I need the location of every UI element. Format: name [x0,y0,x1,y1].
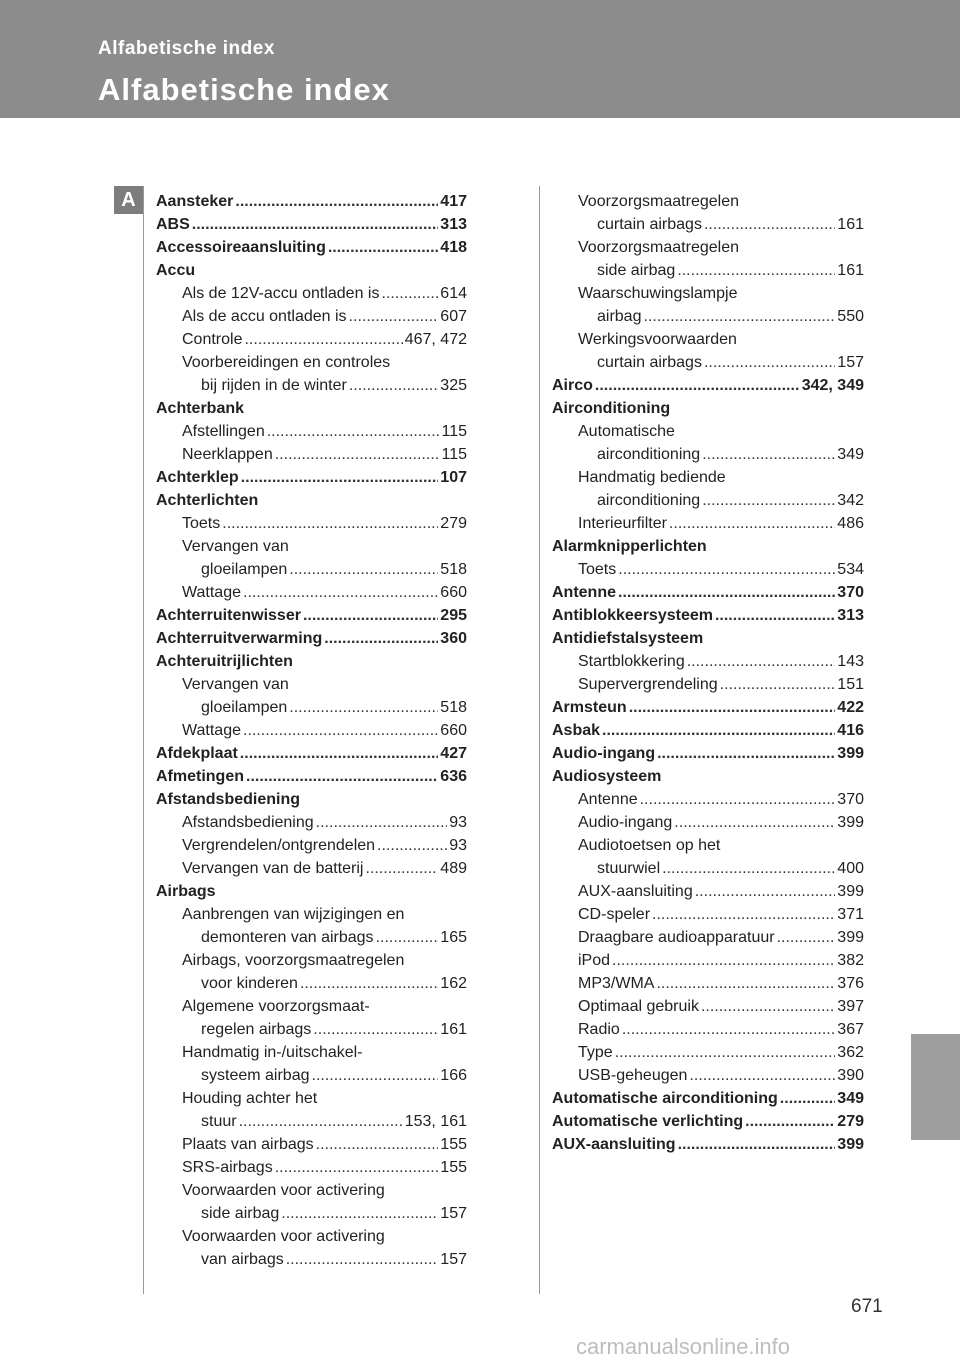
leader-dots [312,1064,439,1087]
leader-dots [376,926,439,949]
leader-dots [289,558,438,581]
leader-dots [365,857,438,880]
index-entry-page: 399 [837,1136,864,1153]
index-entry-term: Asbak [552,722,601,739]
leader-dots [241,466,439,489]
index-entry [552,742,864,765]
leader-dots [246,765,438,788]
leader-dots [687,650,836,673]
index-entry [552,949,864,972]
index-entry-page: 486 [837,515,864,532]
index-entry [552,558,864,581]
index-entry-term: Optimaal gebruik [578,998,699,1015]
index-entry-page: 362 [837,1044,864,1061]
leader-dots [281,1202,438,1225]
index-entry [552,1087,864,1110]
index-entry-term: Afstandsbediening [182,814,314,831]
index-entry-term: Antenne [552,584,616,601]
leader-dots [595,374,800,397]
index-entry-page: 489 [440,860,467,877]
index-entry-page: 115 [441,446,467,463]
index-entry [552,305,864,328]
index-entry-term: side airbag [597,262,676,279]
index-entry-term: curtain airbags [597,354,702,371]
section-letter: A [114,186,143,214]
leader-dots [275,443,440,466]
index-entry-page: 155 [440,1136,467,1153]
index-entry-term: Als de accu ontladen is [182,308,347,325]
leader-dots [235,190,438,213]
index-entry-page: 151 [837,676,864,693]
leader-dots [615,1041,836,1064]
leader-dots [328,236,438,259]
leader-dots [657,742,835,765]
index-entry-term: Audio-ingang [578,814,673,831]
index-entry [156,1133,467,1156]
index-entry [552,374,864,397]
index-entry [156,443,467,466]
index-entry-term: Afmetingen [156,768,244,785]
leader-dots [674,811,835,834]
index-entry-page: 467, 472 [404,331,467,348]
index-entry [552,489,864,512]
leader-dots [689,1064,835,1087]
index-entry: Voorbereidingen en controles [182,354,391,371]
index-entry [156,305,467,328]
index-column-left [156,190,467,1271]
index-entry-page: 417 [440,193,467,210]
index-entry-page: 313 [440,216,467,233]
index-entry-page: 279 [440,515,467,532]
index-entry-page: 382 [837,952,864,969]
index-entry-page: 518 [440,699,467,716]
index-entry: Vervangen van [182,538,289,555]
index-entry-page: 279 [837,1113,864,1130]
index-entry-page: 427 [440,745,467,762]
index-entry [156,1202,467,1225]
index-entry [156,374,467,397]
index-entry [552,604,864,627]
index-entry [552,995,864,1018]
index-entry-term: Vervangen van de batterij [182,860,364,877]
page-header [0,0,960,118]
index-entry [552,581,864,604]
leader-dots [618,558,835,581]
index-entry-term: Wattage [182,584,241,601]
index-entry [552,903,864,926]
index-entry-term: Achterruitenwisser [156,607,301,624]
index-entry [156,857,467,880]
index-entry-term: Type [578,1044,613,1061]
index-entry-page: 165 [440,929,467,946]
index-entry-page: 107 [440,469,467,486]
index-entry [156,512,467,535]
leader-dots [656,972,835,995]
index-entry-term: systeem airbag [201,1067,310,1084]
index-column-right [552,190,864,1156]
index-entry-term: Armsteun [552,699,627,716]
index-entry-page: 660 [440,584,467,601]
leader-dots [602,719,835,742]
index-entry [552,857,864,880]
leader-dots [275,1156,439,1179]
index-entry-term: Plaats van airbags [182,1136,314,1153]
index-entry-term: bij rijden in de winter [201,377,347,394]
index-entry-term: Als de 12V-accu ontladen is [182,285,380,302]
index-entry [552,259,864,282]
index-entry-term: ABS [156,216,190,233]
index-entry [552,1041,864,1064]
index-entry: Airbags [156,883,216,900]
index-entry: Audiosysteem [552,768,662,785]
index-entry [156,834,467,857]
index-entry: Voorwaarden voor activering [182,1182,385,1199]
index-entry-page: 399 [837,745,864,762]
index-entry-page: 166 [440,1067,467,1084]
chapter-tab [911,1034,960,1140]
index-entry: Afstandsbediening [156,791,301,808]
index-entry-page: 607 [440,308,467,325]
leader-dots [640,788,836,811]
leader-dots [720,673,836,696]
index-entry-page: 349 [837,1090,864,1107]
leader-dots [777,926,836,949]
index-entry-term: regelen airbags [201,1021,312,1038]
index-entry-term: airbag [597,308,642,325]
header-title: Alfabetische index [98,72,390,107]
index-entry [156,558,467,581]
leader-dots [669,512,835,535]
index-entry [156,719,467,742]
index-entry-term: Achterklep [156,469,239,486]
index-entry: Achteruitrijlichten [156,653,293,670]
index-entry-term: stuurwiel [597,860,661,877]
index-entry [156,604,467,627]
header-subtitle: Alfabetische index [98,38,275,59]
index-entry: Voorwaarden voor activering [182,1228,385,1245]
index-entry [156,1156,467,1179]
index-entry [552,673,864,696]
index-entry-term: Wattage [182,722,241,739]
index-entry-page: 155 [440,1159,467,1176]
index-entry-page: 295 [440,607,467,624]
leader-dots [303,604,438,627]
index-entry-page: 550 [837,308,864,325]
index-entry-term: airconditioning [597,446,701,463]
index-entry [156,1018,467,1041]
index-entry [552,1064,864,1087]
index-entry: Waarschuwingslampje [578,285,738,302]
index-entry-term: CD-speler [578,906,651,923]
index-entry [552,696,864,719]
index-entry-term: MP3/WMA [578,975,655,992]
index-entry-term: Achterruitverwarming [156,630,323,647]
index-entry-page: 162 [440,975,467,992]
index-entry [552,1133,864,1156]
index-entry-term: Airco [552,377,593,394]
index-entry: Voorzorgsmaatregelen [578,193,739,210]
index-entry-term: Vergrendelen/ontgrendelen [182,837,376,854]
index-entry-term: SRS-airbags [182,1159,273,1176]
index-entry [552,443,864,466]
index-entry-term: Startblokkering [578,653,685,670]
index-entry-page: 93 [449,837,467,854]
index-entry: Airbags, voorzorgsmaatregelen [182,952,405,969]
index-entry-page: 400 [837,860,864,877]
index-entry [552,880,864,903]
leader-dots [267,420,440,443]
index-entry-term: Automatische verlichting [552,1113,744,1130]
leader-dots [643,305,835,328]
index-entry [156,696,467,719]
index-entry-page: 376 [837,975,864,992]
index-entry [552,351,864,374]
leader-dots [701,995,835,1018]
index-entry [156,328,467,351]
index-entry [156,627,467,650]
index-entry-page: 370 [837,584,864,601]
index-entry-term: Afstellingen [182,423,265,440]
index-entry-page: 399 [837,883,864,900]
index-entry-page: 157 [440,1205,467,1222]
leader-dots [244,328,402,351]
page-number: 671 [851,1296,883,1317]
index-entry [156,926,467,949]
index-entry [552,1110,864,1133]
leader-dots [780,1087,836,1110]
index-entry-page: 313 [837,607,864,624]
index-entry-page: 143 [837,653,864,670]
index-entry-page: 399 [837,929,864,946]
index-entry: Algemene voorzorgsmaat- [182,998,370,1015]
index-entry-page: 161 [837,216,864,233]
index-entry [156,420,467,443]
index-entry: Antidiefstalsysteem [552,630,704,647]
leader-dots [704,351,835,374]
index-entry [156,765,467,788]
column-divider-left [143,186,144,1294]
leader-dots [316,1133,439,1156]
index-entry [552,972,864,995]
index-entry: Accu [156,262,196,279]
index-entry-term: gloeilampen [201,561,288,578]
index-entry [156,282,467,305]
leader-dots [745,1110,835,1133]
index-entry-page: 371 [837,906,864,923]
index-entry [552,926,864,949]
leader-dots [286,1248,439,1271]
index-entry-page: 342, 349 [801,377,864,394]
index-entry [552,788,864,811]
watermark: carmanualsonline.info [576,1334,791,1359]
index-entry-term: AUX-aansluiting [552,1136,676,1153]
index-entry-term: Radio [578,1021,620,1038]
index-entry-page: 153, 161 [404,1113,467,1130]
column-divider-right [539,186,540,1294]
index-entry [156,466,467,489]
index-entry [156,1064,467,1087]
leader-dots [349,305,439,328]
index-entry: Aanbrengen van wijzigingen en [182,906,405,923]
index-entry-page: 518 [440,561,467,578]
index-entry [156,1110,467,1133]
leader-dots [702,443,835,466]
index-entry-term: Antenne [578,791,638,808]
index-entry [156,190,467,213]
index-entry [156,236,467,259]
index-entry [156,972,467,995]
leader-dots [704,213,835,236]
leader-dots [381,282,438,305]
leader-dots [243,581,438,604]
index-entry-term: Supervergrendeling [578,676,718,693]
leader-dots [324,627,438,650]
index-entry: Handmatig bediende [578,469,726,486]
index-entry-page: 325 [440,377,467,394]
index-entry-term: Draagbare audioapparatuur [578,929,775,946]
leader-dots [662,857,835,880]
leader-dots [349,374,438,397]
index-entry-term: AUX-aansluiting [578,883,693,900]
index-entry-term: Antiblokkeersysteem [552,607,713,624]
index-entry-term: Toets [182,515,221,532]
index-entry-page: 360 [440,630,467,647]
index-entry: Vervangen van [182,676,289,693]
index-entry-page: 422 [837,699,864,716]
leader-dots [222,512,438,535]
index-entry [156,1248,467,1271]
leader-dots [313,1018,438,1041]
index-entry: Achterlichten [156,492,259,509]
leader-dots [289,696,438,719]
leader-dots [316,811,448,834]
index-entry-term: gloeilampen [201,699,288,716]
index-entry-term: iPod [578,952,611,969]
leader-dots [240,742,439,765]
index-entry-page: 93 [449,814,467,831]
index-entry-term: USB-geheugen [578,1067,688,1084]
index-entry-term: Interieurfilter [578,515,667,532]
index-entry-page: 614 [440,285,467,302]
index-entry-term: van airbags [201,1251,284,1268]
index-entry [552,512,864,535]
index-entry-term: Toets [578,561,617,578]
index-entry [156,213,467,236]
index-entry-page: 342 [837,492,864,509]
index-entry-page: 349 [837,446,864,463]
index-entry: Werkingsvoorwaarden [578,331,737,348]
index-entry [156,742,467,765]
index-entry [552,1018,864,1041]
leader-dots [192,213,439,236]
index-entry-page: 115 [441,423,467,440]
index-entry-page: 399 [837,814,864,831]
leader-dots [678,1133,836,1156]
index-entry-page: 418 [440,239,467,256]
index-entry-page: 660 [440,722,467,739]
index-entry-term: Automatische airconditioning [552,1090,778,1107]
index-entry [156,811,467,834]
index-entry [156,581,467,604]
index-entry-page: 157 [837,354,864,371]
index-entry [552,213,864,236]
index-entry-page: 161 [837,262,864,279]
leader-dots [652,903,835,926]
index-entry [552,650,864,673]
index-entry-page: 636 [440,768,467,785]
index-entry: Achterbank [156,400,245,417]
index-entry-term: stuur [201,1113,237,1130]
leader-dots [695,880,836,903]
index-entry-page: 416 [837,722,864,739]
leader-dots [612,949,835,972]
leader-dots [618,581,835,604]
leader-dots [243,719,438,742]
index-entry-page: 367 [837,1021,864,1038]
leader-dots [622,1018,835,1041]
index-entry-term: airconditioning [597,492,701,509]
index-entry-term: curtain airbags [597,216,702,233]
leader-dots [702,489,835,512]
leader-dots [715,604,835,627]
leader-dots [239,1110,403,1133]
leader-dots [629,696,836,719]
index-entry: Houding achter het [182,1090,318,1107]
index-entry-term: side airbag [201,1205,280,1222]
index-entry-page: 397 [837,998,864,1015]
index-entry-page: 390 [837,1067,864,1084]
index-entry-term: Aansteker [156,193,234,210]
leader-dots [377,834,447,857]
index-entry-page: 370 [837,791,864,808]
index-entry: Airconditioning [552,400,671,417]
index-entry-page: 161 [440,1021,467,1038]
index-entry: Automatische [578,423,675,440]
index-entry-term: demonteren van airbags [201,929,374,946]
leader-dots [677,259,835,282]
index-entry-term: Controle [182,331,243,348]
index-entry-term: Neerklappen [182,446,273,463]
index-entry-term: Accessoireaansluiting [156,239,326,256]
index-entry: Voorzorgsmaatregelen [578,239,739,256]
index-entry: Handmatig in-/uitschakel- [182,1044,363,1061]
index-entry-term: voor kinderen [201,975,298,992]
index-entry: Audiotoetsen op het [578,837,721,854]
index-entry-page: 534 [837,561,864,578]
index-entry [552,811,864,834]
index-entry-term: Audio-ingang [552,745,656,762]
index-entry-page: 157 [440,1251,467,1268]
index-entry-term: Afdekplaat [156,745,238,762]
leader-dots [300,972,438,995]
index-entry: Alarmknipperlichten [552,538,707,555]
index-entry [552,719,864,742]
